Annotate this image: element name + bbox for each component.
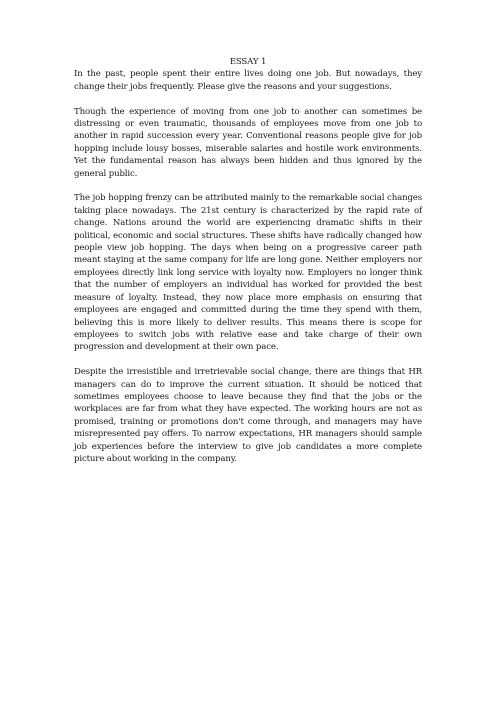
essay-paragraph-conclusion: Despite the irresistible and irretrievable social change, there are things that HR managers can do to improve the current situation. It should be noticed that sometimes employees choose to leave because they find that the jobs or the workplaces are far from what they have expected. The working hours are not as promised, training or promotions don't come through, and managers may have misrepresented pay offers. To narrow expectations, HR managers should sample job experiences before the interview to give job candidates a more complete picture about working in the company. xyxy=(74,367,422,464)
essay-page xyxy=(74,56,422,465)
essay-prompt-paragraph: In the past, people spent their entire lives doing one job. But nowadays, they change their jobs frequently. Please give the reasons and your suggestions. xyxy=(74,69,422,92)
essay-title: ESSAY 1 xyxy=(229,57,267,67)
essay-paragraph-intro: Though the experience of moving from one job to another can sometimes be distressing or even traumatic, thousands of employees move from one job to another in rapid succession every year. Conventional reasons people give for job hopping include lousy bosses, miserable salaries and hostile work environments. Yet the fundamental reason has always been hidden and thus ignored by the general public. xyxy=(74,106,422,179)
essay-paragraph-body: The job hopping frenzy can be attributed mainly to the remarkable social changes taking place nowadays. The 21st century is characterized by the rapid rate of change. Nations around the world are experiencing dramatic shifts in their political, economic and social structures. These shifts have radically changed how people view job hopping. The days when being on a progressive career path meant staying at the same company for life are long gone. Neither employers nor employees directly link long service with loyalty now. Employers no longer think that the number of employers an individual has worked for provided the best measure of loyalty. Instead, they now place more emphasis on ensuring that employees are engaged and committed during the time they spend with them, believing this is more likely to deliver results. This means there is scope for employees to switch jobs with relative ease and take charge of their own progression and development at their own pace. xyxy=(74,193,422,353)
